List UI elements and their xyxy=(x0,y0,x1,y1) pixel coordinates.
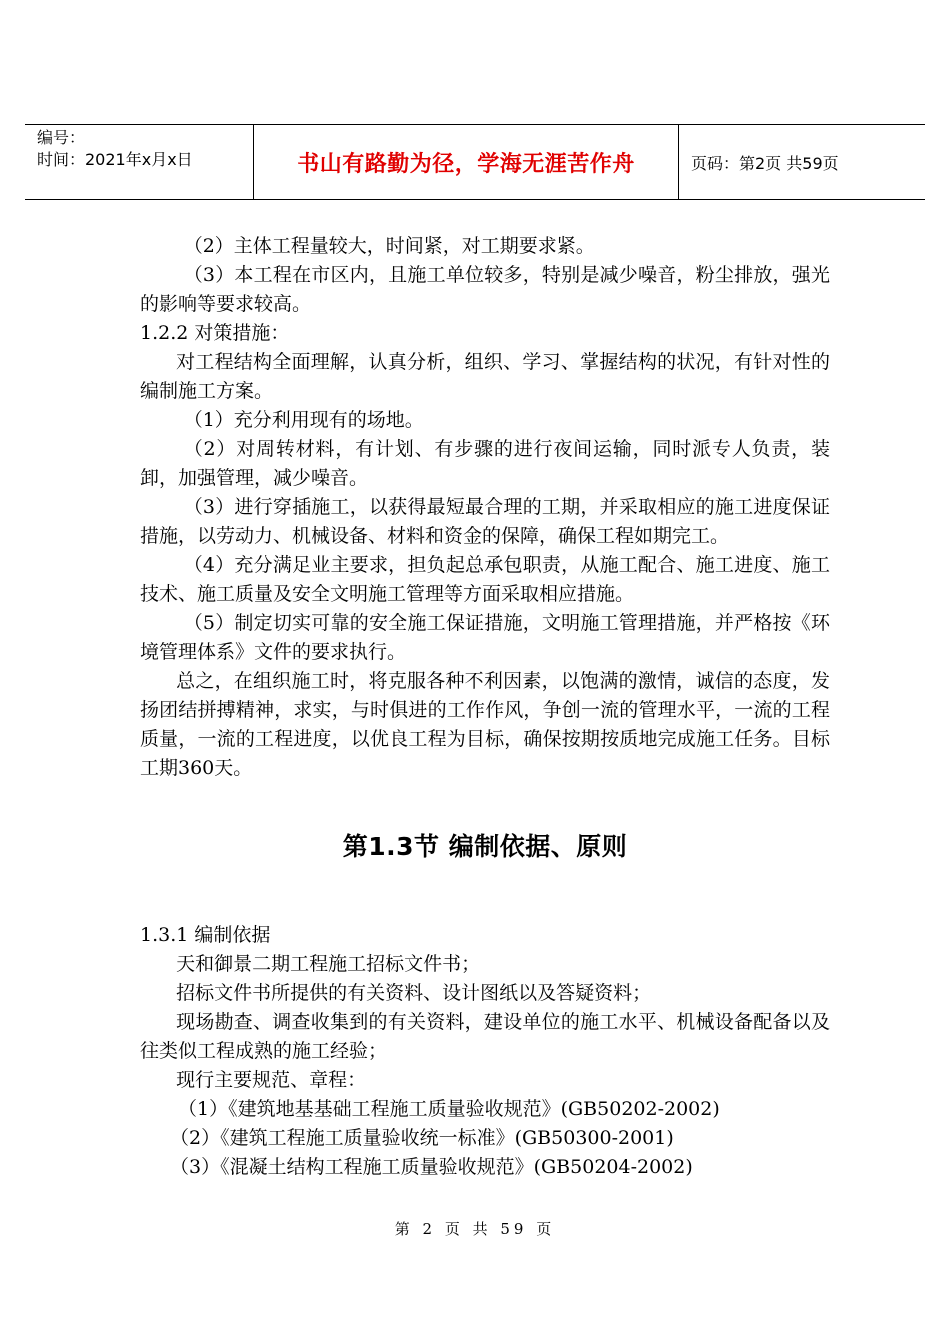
paragraph: （3）本工程在市区内，且施工单位较多，特别是减少噪音，粉尘排放，强光的影响等要求较高。 xyxy=(140,264,830,315)
document-time-label: 时间：2021年x月x日 xyxy=(37,150,193,169)
header-motto-cell xyxy=(254,125,679,199)
header-page-cell xyxy=(679,125,925,199)
basis-item: 现行主要规范、章程： xyxy=(176,1069,367,1091)
subheading-1-2-2: 1.2.2 对策措施： xyxy=(140,322,290,344)
paragraph: 对工程结构全面理解，认真分析，组织、学习、掌握结构的状况，有针对性的编制施工方案。 xyxy=(140,351,830,402)
header-meta xyxy=(25,125,254,199)
paragraph: （5）制定切实可靠的安全施工保证措施，文明施工管理措施，并严格按《环境管理体系》文件的要求执行。 xyxy=(140,612,830,663)
page-header xyxy=(25,124,925,200)
header-page-label: 页码：第2页 共59页 xyxy=(691,153,839,173)
paragraph: （4）充分满足业主要求，担负起总承包职责，从施工配合、施工进度、施工技术、施工质量及安全文明施工管理等方面采取相应措施。 xyxy=(140,554,830,605)
paragraph: （1）充分利用现有的场地。 xyxy=(183,409,424,431)
norm-item: （3）《混凝土结构工程施工质量验收规范》(GB50204-2002) xyxy=(170,1156,693,1178)
paragraph: 总之，在组织施工时，将克服各种不利因素，以饱满的激情，诚信的态度，发扬团结拼搏精神，求实，与时俱进的工作作风，争创一流的管理水平，一流的工程质量，一流的工程进度，以优良工程为目标，确保按期按质地完成施工任务。目标工期360天。 xyxy=(140,670,830,779)
basis-item: 天和御景二期工程施工招标文件书； xyxy=(176,953,481,975)
paragraph: （2）对周转材料，有计划、有步骤的进行夜间运输，同时派专人负责，装卸，加强管理，减少噪音。 xyxy=(140,438,830,489)
paragraph: （3）进行穿插施工，以获得最短最合理的工期，并采取相应的施工进度保证措施，以劳动力、机械设备、材料和资金的保障，确保工程如期完工。 xyxy=(140,496,830,547)
basis-item: 现场勘查、调查收集到的有关资料，建设单位的施工水平、机械设备配备以及往类似工程成熟的施工经验； xyxy=(140,1011,830,1062)
subheading-1-3-1: 1.3.1 编制依据 xyxy=(140,924,271,946)
document-body xyxy=(140,232,830,1182)
basis-item: 招标文件书所提供的有关资料、设计图纸以及答疑资料； xyxy=(176,982,652,1004)
document-number-label: 编号： xyxy=(37,128,86,147)
norm-item: （2）《建筑工程施工质量验收统一标准》(GB50300-2001) xyxy=(170,1127,674,1149)
page-footer: 第 2 页 共 59 页 xyxy=(394,1220,556,1238)
section-title: 第1.3节 编制依据、原则 xyxy=(342,832,628,861)
paragraph: （2）主体工程量较大，时间紧，对工期要求紧。 xyxy=(183,235,595,257)
norm-item: （1）《建筑地基基础工程施工质量验收规范》(GB50202-2002) xyxy=(178,1098,720,1120)
header-motto: 书山有路勤为径，学海无涯苦作舟 xyxy=(297,151,635,177)
